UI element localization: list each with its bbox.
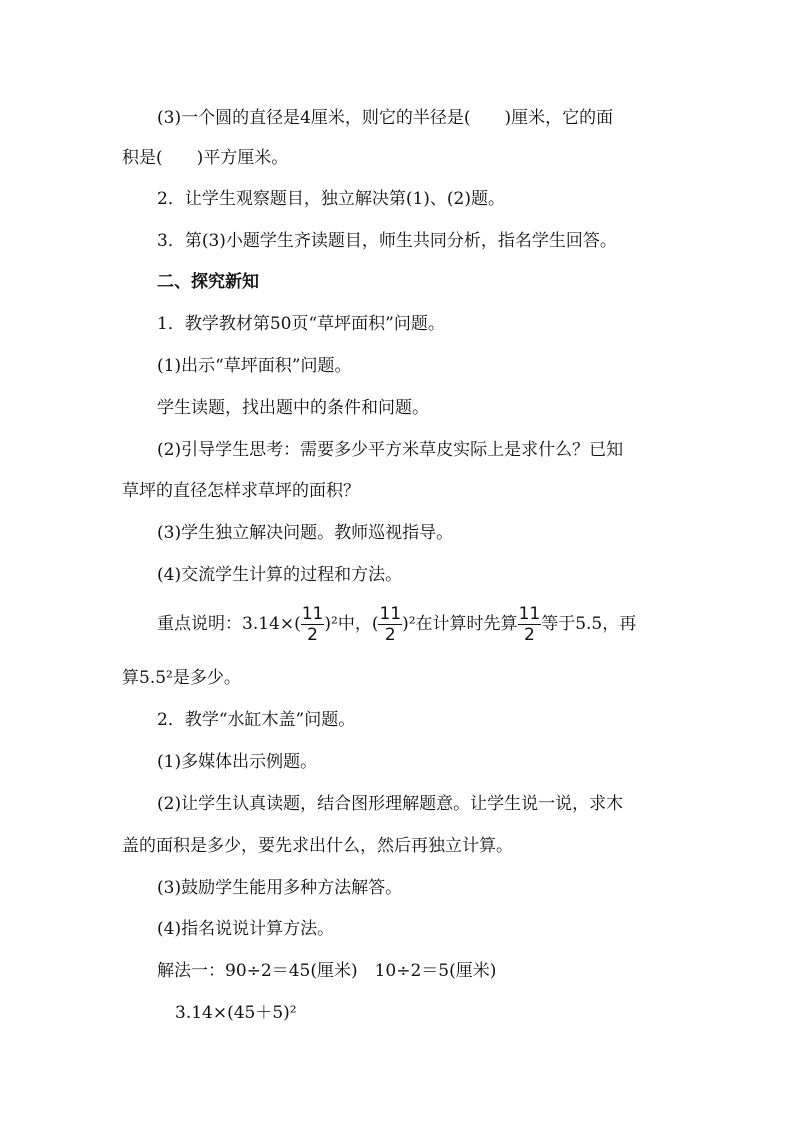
text-line: 草坪的直径怎样求草坪的面积？ (122, 481, 360, 501)
text-line: 盖的面积是多少，要先求出什么，然后再独立计算。 (122, 836, 513, 856)
fraction-denominator: 2 (384, 625, 396, 645)
fraction-numerator: 11 (379, 604, 402, 624)
text-line: (2)引导学生思考：需要多少平方米草皮实际上是求什么？已知 (157, 440, 624, 460)
fraction-numerator: 11 (518, 604, 541, 624)
text-line: 解法一：90÷2＝45(厘米) 10÷2＝5(厘米) (157, 961, 497, 981)
key-point-text: )²中，( (324, 614, 379, 634)
text-line: 积是( )平方厘米。 (122, 148, 289, 168)
text-line: 3．第(3)小题学生齐读题目，师生共同分析，指名学生回答。 (157, 231, 617, 251)
key-point-prefix: 重点说明：3.14×( (157, 614, 301, 634)
section-heading: 二、探究新知 (157, 272, 259, 292)
text-line: 2．让学生观察题目，独立解决第(1)、(2)题。 (157, 189, 505, 209)
fraction-numerator: 11 (301, 604, 324, 624)
text-line: (3)学生独立解决问题。教师巡视指导。 (157, 523, 454, 543)
text-line: 学生读题，找出题中的条件和问题。 (157, 398, 429, 418)
text-line: (2)让学生认真读题，结合图形理解题意。让学生说一说，求木 (157, 794, 624, 814)
text-line: (3)一个圆的直径是4厘米，则它的半径是( )厘米，它的面 (157, 108, 614, 128)
text-line: 2．教学“水缸木盖”问题。 (157, 710, 356, 730)
text-line: 1．教学教材第50页“草坪面积”问题。 (157, 314, 445, 334)
text-line: (4)指名说说计算方法。 (157, 919, 335, 939)
key-point-text: )²在计算时先算 (402, 614, 518, 634)
text-line: (1)多媒体出示例题。 (157, 752, 318, 772)
fraction (301, 604, 325, 645)
text-line: (3)鼓励学生能用多种方法解答。 (157, 878, 403, 898)
text-line: (1)出示“草坪面积”问题。 (157, 356, 352, 376)
key-point-suffix: 等于5.5，再 (541, 614, 637, 634)
text-line: 算5.5²是多少。 (122, 668, 241, 688)
fraction-denominator: 2 (523, 625, 535, 645)
fraction-denominator: 2 (307, 625, 318, 645)
fraction (378, 604, 402, 645)
fraction (518, 604, 542, 645)
formula-line: 3.14×(45＋5)² (175, 1003, 297, 1023)
text-line: (4)交流学生计算的过程和方法。 (157, 565, 403, 585)
key-point-line (157, 600, 717, 648)
